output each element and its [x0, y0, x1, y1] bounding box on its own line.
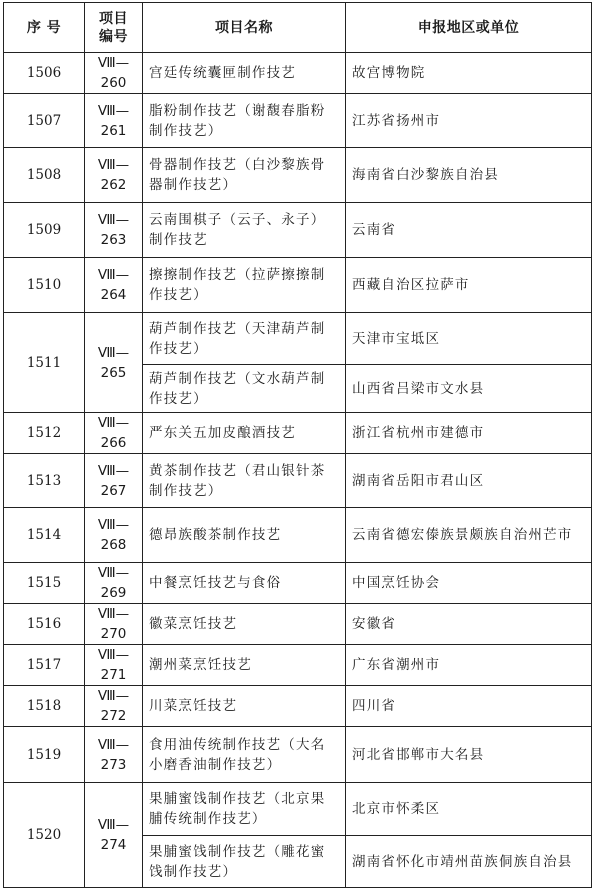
cell-region: 河北省邯郸市大名县: [346, 727, 592, 783]
header-code: 项目 编号: [85, 3, 143, 53]
cell-project-name: 果脯蜜饯制作技艺（雕花蜜饯制作技艺）: [143, 836, 346, 888]
cell-project-name: 脂粉制作技艺（谢馥春脂粉制作技艺）: [143, 94, 346, 148]
cell-seq: 1506: [4, 53, 85, 94]
cell-project-name: 严东关五加皮酿酒技艺: [143, 413, 346, 454]
cell-code: Ⅷ—272: [85, 686, 143, 727]
cell-seq: 1510: [4, 258, 85, 313]
table-row: [4, 258, 592, 313]
cell-region: 海南省白沙黎族自治县: [346, 148, 592, 203]
header-region: 申报地区或单位: [346, 3, 592, 53]
cell-project-name: 黄茶制作技艺（君山银针茶制作技艺）: [143, 454, 346, 508]
cell-seq: 1507: [4, 94, 85, 148]
table-row: [4, 313, 592, 365]
cell-project-name: 擦擦制作技艺（拉萨擦擦制作技艺）: [143, 258, 346, 313]
cell-code: Ⅷ—274: [85, 783, 143, 888]
cell-seq: 1516: [4, 604, 85, 645]
cell-region: 中国烹饪协会: [346, 563, 592, 604]
cell-code: Ⅷ—267: [85, 454, 143, 508]
cell-code: Ⅷ—263: [85, 203, 143, 258]
table-row: [4, 563, 592, 604]
cell-project-name: 德昂族酸茶制作技艺: [143, 508, 346, 563]
cell-region: 安徽省: [346, 604, 592, 645]
header-name: 项目名称: [143, 3, 346, 53]
cell-region: 江苏省扬州市: [346, 94, 592, 148]
cell-region: 山西省吕梁市文水县: [346, 365, 592, 413]
cell-seq: 1517: [4, 645, 85, 686]
cell-seq: 1519: [4, 727, 85, 783]
cell-seq: 1509: [4, 203, 85, 258]
table-row: [4, 686, 592, 727]
cell-region: 广东省潮州市: [346, 645, 592, 686]
cell-project-name: 云南围棋子（云子、永子）制作技艺: [143, 203, 346, 258]
cell-region: 浙江省杭州市建德市: [346, 413, 592, 454]
cell-region: 湖南省岳阳市君山区: [346, 454, 592, 508]
cell-project-name: 果脯蜜饯制作技艺（北京果脯传统制作技艺）: [143, 783, 346, 836]
cell-seq: 1520: [4, 783, 85, 888]
table-row: [4, 53, 592, 94]
table-row: [4, 94, 592, 148]
header-seq: 序 号: [4, 3, 85, 53]
table-row: [4, 203, 592, 258]
cell-seq: 1511: [4, 313, 85, 413]
table-row: [4, 413, 592, 454]
cell-code: Ⅷ—264: [85, 258, 143, 313]
cell-seq: 1515: [4, 563, 85, 604]
cell-project-name: 川菜烹饪技艺: [143, 686, 346, 727]
table-row: [4, 454, 592, 508]
cell-code: Ⅷ—270: [85, 604, 143, 645]
table-header-row: [4, 3, 592, 53]
cell-code: Ⅷ—262: [85, 148, 143, 203]
cell-project-name: 葫芦制作技艺（天津葫芦制作技艺）: [143, 313, 346, 365]
cell-code: Ⅷ—268: [85, 508, 143, 563]
cell-project-name: 潮州菜烹饪技艺: [143, 645, 346, 686]
cell-region: 北京市怀柔区: [346, 783, 592, 836]
cell-seq: 1508: [4, 148, 85, 203]
table-row: [4, 727, 592, 783]
cell-seq: 1514: [4, 508, 85, 563]
table-row: [4, 645, 592, 686]
cell-project-name: 中餐烹饪技艺与食俗: [143, 563, 346, 604]
cell-region: 云南省德宏傣族景颇族自治州芒市: [346, 508, 592, 563]
cell-code: Ⅷ—269: [85, 563, 143, 604]
cell-code: Ⅷ—261: [85, 94, 143, 148]
cell-code: Ⅷ—271: [85, 645, 143, 686]
cell-region: 故宫博物院: [346, 53, 592, 94]
table-row: [4, 148, 592, 203]
heritage-project-table: [3, 2, 592, 888]
cell-seq: 1513: [4, 454, 85, 508]
cell-region: 湖南省怀化市靖州苗族侗族自治县: [346, 836, 592, 888]
cell-code: Ⅷ—265: [85, 313, 143, 413]
cell-project-name: 徽菜烹饪技艺: [143, 604, 346, 645]
table-row: [4, 604, 592, 645]
cell-code: Ⅷ—266: [85, 413, 143, 454]
cell-project-name: 骨器制作技艺（白沙黎族骨器制作技艺）: [143, 148, 346, 203]
table-row: [4, 783, 592, 836]
cell-region: 云南省: [346, 203, 592, 258]
cell-region: 西藏自治区拉萨市: [346, 258, 592, 313]
cell-code: Ⅷ—260: [85, 53, 143, 94]
cell-seq: 1518: [4, 686, 85, 727]
cell-project-name: 宫廷传统囊匣制作技艺: [143, 53, 346, 94]
cell-project-name: 食用油传统制作技艺（大名小磨香油制作技艺）: [143, 727, 346, 783]
cell-region: 四川省: [346, 686, 592, 727]
cell-seq: 1512: [4, 413, 85, 454]
cell-project-name: 葫芦制作技艺（文水葫芦制作技艺）: [143, 365, 346, 413]
table-row: [4, 508, 592, 563]
table-body: [4, 53, 592, 888]
cell-region: 天津市宝坻区: [346, 313, 592, 365]
cell-code: Ⅷ—273: [85, 727, 143, 783]
